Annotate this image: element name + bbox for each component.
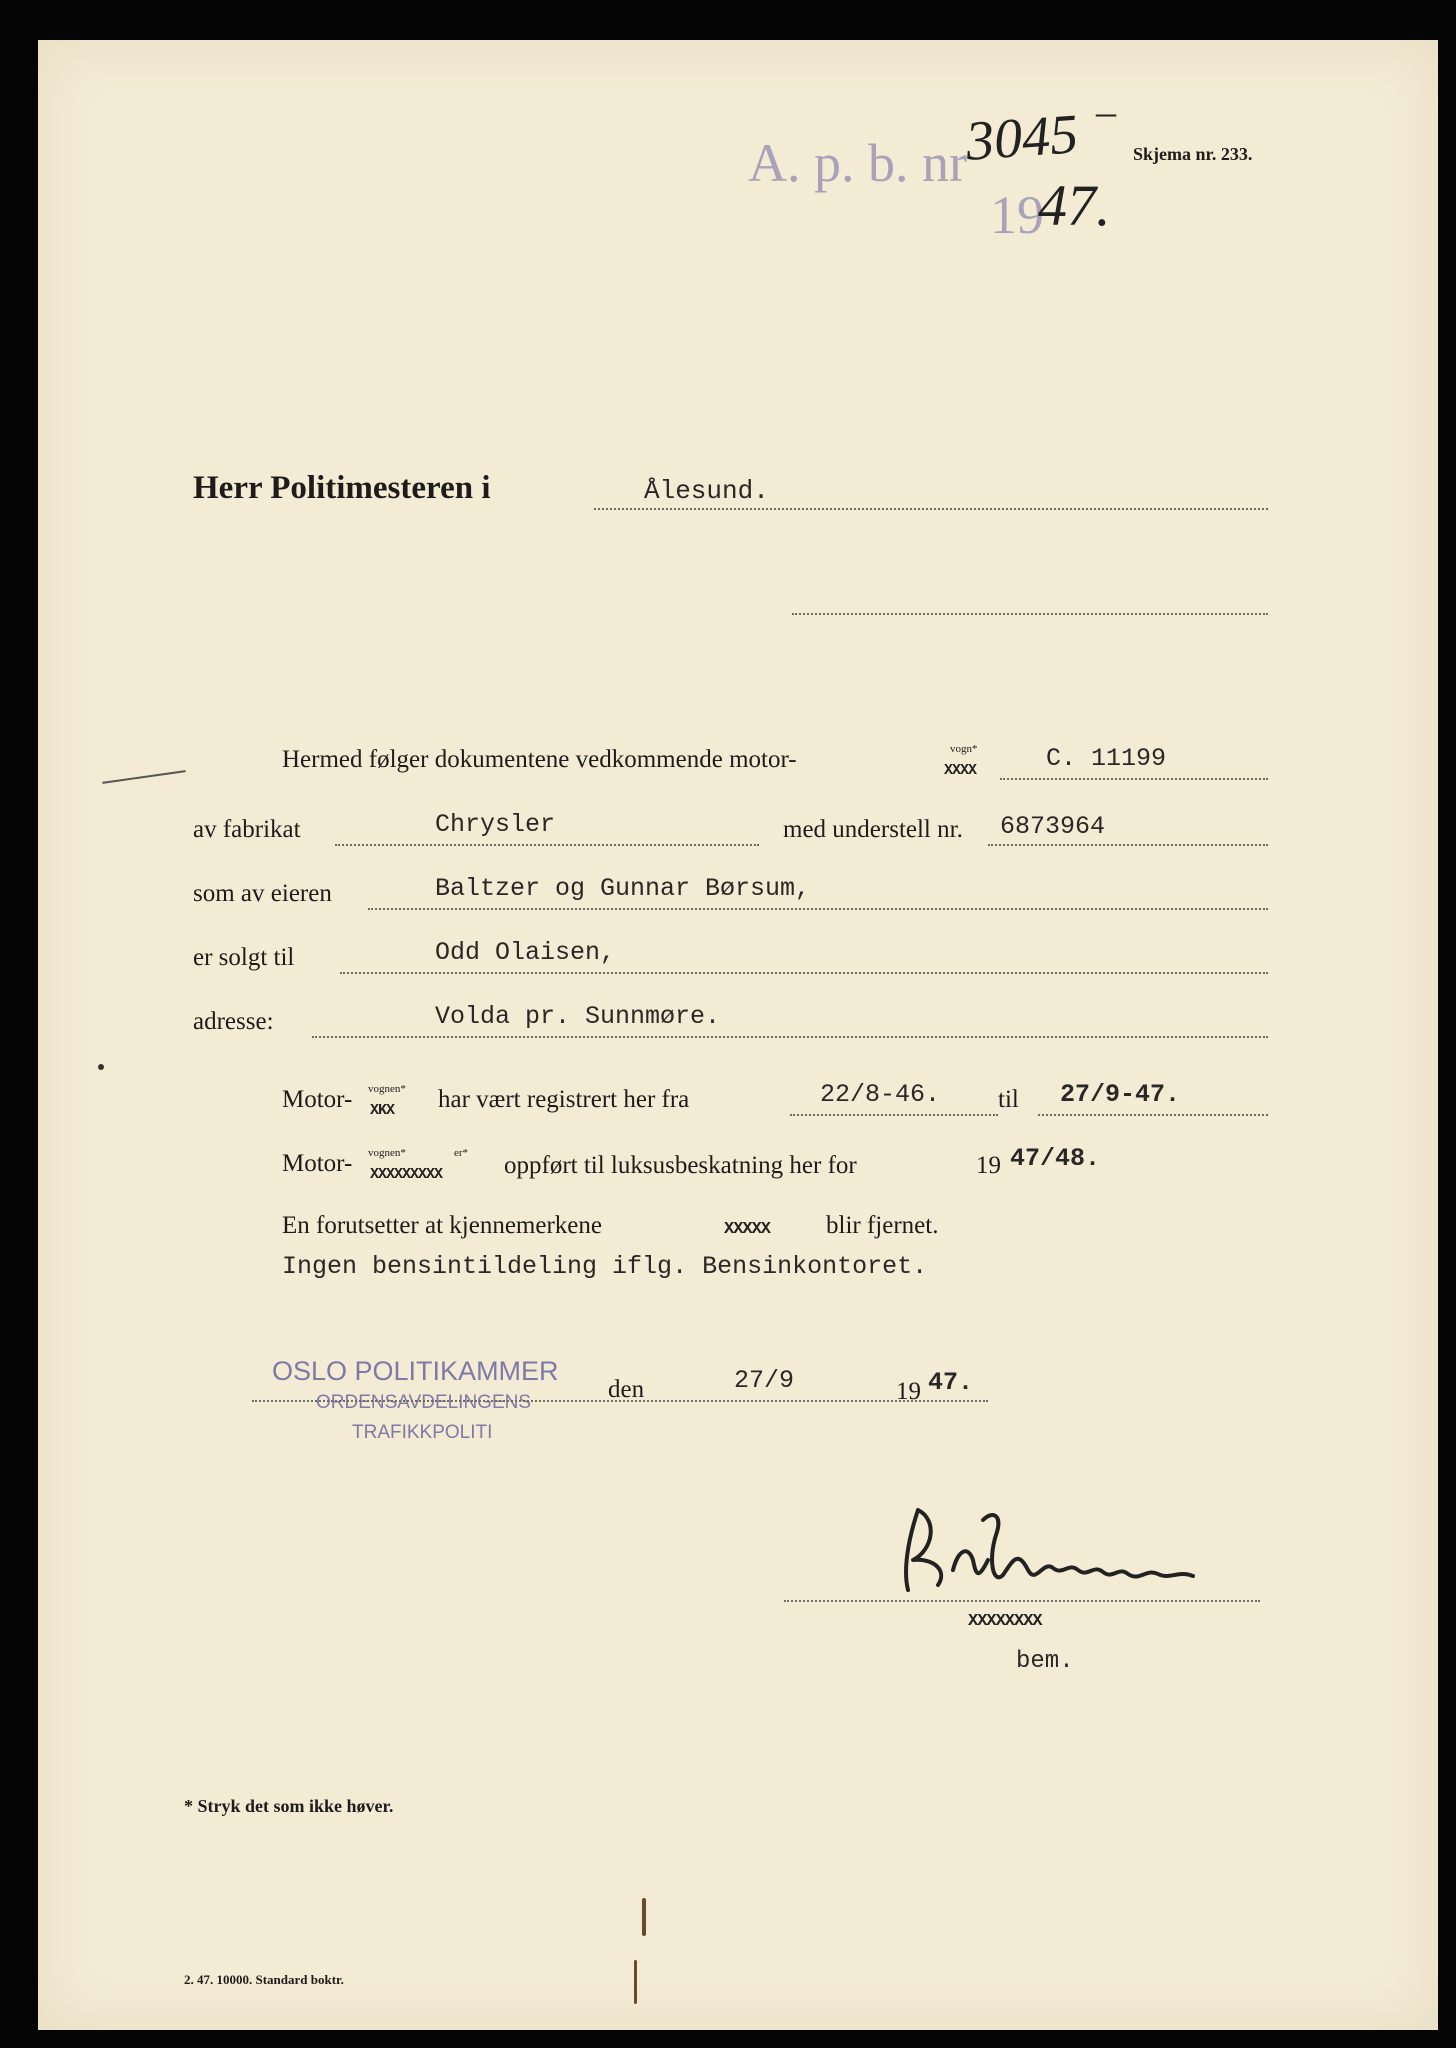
date-day: 27/9 [734, 1366, 795, 1395]
intro-motor-sup: vogn* [950, 743, 978, 755]
footnote: * Stryk det som ikke høver. [184, 1796, 394, 1816]
signature-struck-title: XXXXXXXX [968, 1612, 1042, 1631]
tax-year: 47/48. [1010, 1144, 1101, 1173]
chassis-line [988, 844, 1268, 846]
print-info: 2. 47. 10000. Standard boktr. [184, 1972, 344, 1987]
addressee-line-2 [792, 613, 1268, 615]
registration-from: 22/8-46. [820, 1080, 941, 1109]
buyer-line [340, 972, 1268, 974]
tax-prefix: Motor- [282, 1150, 353, 1177]
addressee-city: Ålesund. [644, 476, 769, 506]
office-stamp-line-3: TRAFIKKPOLITI [352, 1422, 493, 1443]
make-line [335, 844, 759, 846]
chassis-number: 6873964 [1000, 812, 1106, 841]
registration-sup: vognen* [368, 1083, 406, 1095]
reg-number-line [1000, 778, 1268, 780]
office-stamp-line-1: OSLO POLITIKAMMER [272, 1356, 559, 1386]
archive-number-hand: 3045 [963, 103, 1081, 173]
make-label: av fabrikat [193, 816, 301, 843]
registration-to-line [1038, 1114, 1268, 1116]
ink-speck-2 [642, 1898, 646, 1936]
tax-sup-2: er* [454, 1147, 469, 1159]
make-value: Chrysler [435, 810, 556, 839]
archive-year-prefix: 19 [990, 185, 1044, 245]
registration-text: har vært registrert her fra [438, 1086, 690, 1113]
addressee-label: Herr Politimesteren i [193, 470, 491, 506]
signature-line [784, 1600, 1260, 1602]
signature-abbr: bem. [1016, 1648, 1074, 1675]
archive-stamp-prefix: A. p. b. nr [748, 133, 967, 193]
ink-speck-3 [634, 1960, 637, 2004]
buyer-label: er solgt til [193, 944, 295, 971]
tax-struck: XXXXXXXXX [370, 1166, 443, 1183]
chassis-label: med understell nr. [783, 816, 963, 843]
date-label: den [608, 1376, 645, 1403]
buyer-address: Volda pr. Sunnmøre. [435, 1002, 721, 1031]
plates-text-1: En forutsetter at kjennemerkene [282, 1212, 602, 1239]
document-page [38, 40, 1438, 2030]
buyer-address-line [312, 1036, 1268, 1038]
owner-label: som av eieren [193, 880, 332, 907]
tax-sup-1: vognen* [368, 1147, 406, 1159]
office-stamp-line-2: ORDENSAVDELINGENS [316, 1392, 532, 1413]
plates-text-2: blir fjernet. [826, 1212, 939, 1239]
archive-year-hand: 47. [1038, 173, 1111, 238]
registration-from-line [790, 1114, 998, 1116]
addressee-line-1 [594, 508, 1268, 510]
registration-to-label: til [998, 1086, 1019, 1113]
ink-speck-1 [98, 1064, 104, 1070]
tax-year-prefix: 19 [976, 1152, 1001, 1179]
plates-struck: XXXXX [724, 1220, 771, 1239]
margin-mark [102, 770, 185, 784]
owner-line [368, 908, 1268, 910]
registration-to: 27/9-47. [1060, 1080, 1181, 1109]
intro-text: Hermed følger dokumentene vedkommende motor- [282, 746, 797, 773]
buyer-value: Odd Olaisen, [435, 938, 616, 967]
intro-motor-struck: XXXX [944, 762, 977, 779]
signature-drawing [878, 1490, 1238, 1600]
registration-struck: XKX [370, 1102, 395, 1119]
date-year: 47. [928, 1368, 974, 1397]
date-year-prefix: 19 [896, 1378, 921, 1405]
buyer-address-label: adresse: [193, 1008, 274, 1035]
archive-stamp [748, 132, 967, 194]
form-number: Skjema nr. 233. [1133, 144, 1253, 164]
fuel-note: Ingen bensintildeling iflg. Bensinkontoret. [282, 1252, 928, 1281]
reg-number: C. 11199 [1046, 744, 1167, 773]
owner-value: Baltzer og Gunnar Børsum, [435, 874, 811, 903]
tax-text: oppført til luksusbeskatning her for [504, 1152, 857, 1179]
archive-number-dash: – [1096, 89, 1116, 134]
registration-prefix: Motor- [282, 1086, 353, 1113]
